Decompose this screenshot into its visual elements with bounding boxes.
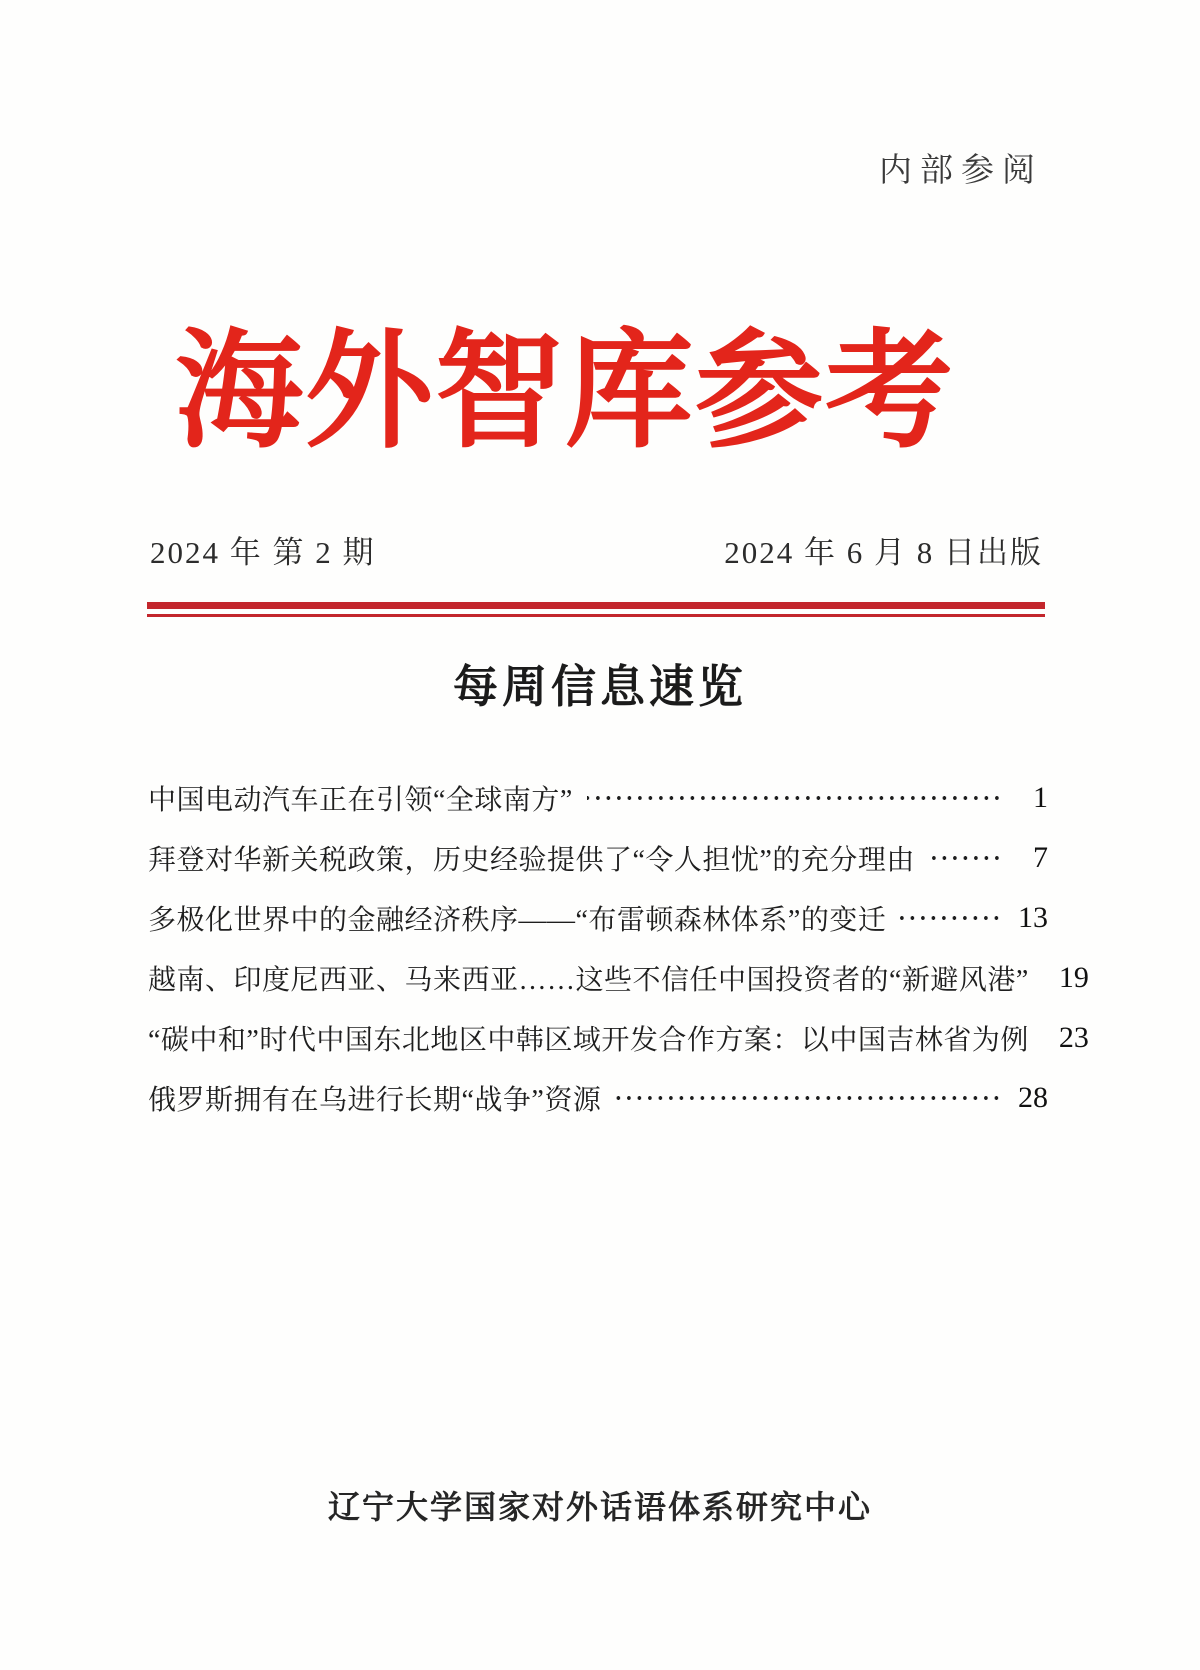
toc-item-title: 俄罗斯拥有在乌进行长期“战争”资源 — [148, 1085, 602, 1116]
toc-leader-dots — [615, 1095, 1002, 1101]
toc-item — [148, 888, 1048, 948]
toc-item-title: 多极化世界中的金融经济秩序——“布雷顿森林体系”的变迁 — [148, 905, 887, 936]
toc-page-number: 7 — [1033, 841, 1048, 874]
toc-item — [148, 948, 1089, 1008]
toc-page-number: 13 — [1018, 901, 1048, 934]
issue-meta-row — [150, 527, 1043, 572]
toc-item-title: 中国电动汽车正在引领“全球南方” — [148, 785, 573, 816]
toc-leader-dots — [900, 915, 1002, 921]
toc-page-number: 23 — [1058, 1021, 1089, 1054]
rule-thin — [147, 614, 1045, 617]
toc-leader-dots — [929, 855, 1002, 861]
toc-item — [148, 768, 1048, 828]
red-double-rule — [147, 602, 1045, 617]
toc-item-title: 越南、印度尼西亚、马来西亚……这些不信任中国投资者的“新避风港” — [148, 965, 1029, 996]
publisher-footer: 辽宁大学国家对外话语体系研究中心 — [327, 1489, 872, 1525]
toc-page-number: 19 — [1058, 961, 1089, 994]
toc-item — [148, 1068, 1048, 1128]
issue-number-label: 2024 年 第 2 期 — [150, 535, 376, 570]
table-of-contents — [148, 768, 1089, 1128]
publish-date-label: 2024 年 6 月 8 日出版 — [724, 535, 1043, 570]
section-title: 每周信息速览 — [452, 661, 747, 712]
toc-item — [148, 1008, 1089, 1068]
toc-page-number: 1 — [1033, 781, 1048, 814]
rule-thick — [147, 602, 1045, 609]
toc-item — [148, 828, 1048, 888]
masthead-title: 海外智库参考 — [174, 321, 955, 463]
toc-item-title: “碳中和”时代中国东北地区中韩区域开发合作方案：以中国吉林省为例 — [148, 1025, 1029, 1056]
toc-page-number: 28 — [1018, 1081, 1048, 1114]
classification-label: 内部参阅 — [879, 153, 1043, 189]
toc-item-title: 拜登对华新关税政策，历史经验提供了“令人担忧”的充分理由 — [148, 845, 915, 876]
toc-leader-dots — [587, 795, 1002, 801]
